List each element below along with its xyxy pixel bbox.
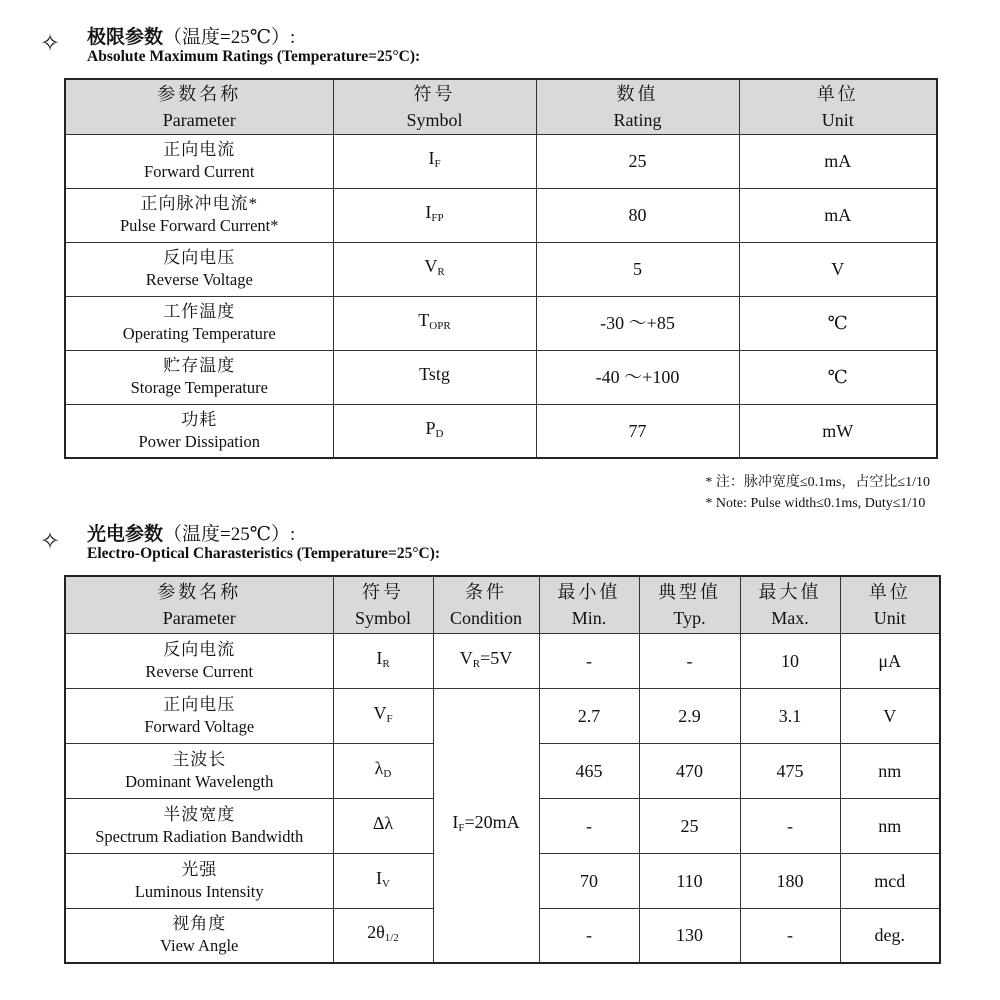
condition-cell: $V_R=5V$ xyxy=(433,633,539,688)
table-row xyxy=(65,688,940,743)
header-cell: 最小值 Min. xyxy=(539,576,639,633)
symbol-cell: $V_R$ xyxy=(333,242,536,296)
electro-optical-table xyxy=(64,575,941,964)
absolute-max-ratings-table xyxy=(64,78,938,459)
header-cell: 符号 Symbol xyxy=(333,79,536,134)
diamond-star-icon: ✧ xyxy=(40,527,61,555)
table-row xyxy=(65,404,937,458)
unit-cell: V xyxy=(739,242,937,296)
unit-cell: nm xyxy=(840,798,940,853)
param-cell: 工作温度 Operating Temperature xyxy=(65,296,333,350)
min-cell: - xyxy=(539,633,639,688)
rating-cell: 80 xyxy=(536,188,739,242)
table-row xyxy=(65,134,937,188)
table-row xyxy=(65,188,937,242)
unit-cell: μA xyxy=(840,633,940,688)
symbol-cell: $T_{OPR}$ xyxy=(333,296,536,350)
unit-cell: V xyxy=(840,688,940,743)
param-cell: 功耗 Power Dissipation xyxy=(65,404,333,458)
symbol-cell: $I_V$ xyxy=(333,853,433,908)
condition-cell-merged: $I_F=20mA$ xyxy=(433,688,539,963)
footnote xyxy=(705,472,930,514)
param-cell: 视角度 View Angle xyxy=(65,908,333,963)
unit-cell: mW xyxy=(739,404,937,458)
header-cell: 参数名称 Parameter xyxy=(65,79,333,134)
rating-cell: 5 xyxy=(536,242,739,296)
max-cell: 180 xyxy=(740,853,840,908)
rating-cell: 77 xyxy=(536,404,739,458)
table1-header-row xyxy=(65,79,937,134)
symbol-cell: $P_D$ xyxy=(333,404,536,458)
param-cell: 反向电流 Reverse Current xyxy=(65,633,333,688)
table-row xyxy=(65,296,937,350)
symbol-cell: Tstg xyxy=(333,350,536,404)
max-cell: 10 xyxy=(740,633,840,688)
header-cell: 单位 Unit xyxy=(840,576,940,633)
min-cell: 465 xyxy=(539,743,639,798)
header-cell: 符号 Symbol xyxy=(333,576,433,633)
max-cell: 3.1 xyxy=(740,688,840,743)
rating-cell: 25 xyxy=(536,134,739,188)
table-row xyxy=(65,633,940,688)
symbol-cell: $\lambda_D$ xyxy=(333,743,433,798)
table-row xyxy=(65,242,937,296)
min-cell: - xyxy=(539,798,639,853)
param-cell: 正向电压 Forward Voltage xyxy=(65,688,333,743)
rating-cell: -30 ～+85 xyxy=(536,296,739,350)
symbol-cell: Δλ xyxy=(333,798,433,853)
min-cell: 2.7 xyxy=(539,688,639,743)
min-cell: 70 xyxy=(539,853,639,908)
min-cell: - xyxy=(539,908,639,963)
param-cell: 半波宽度 Spectrum Radiation Bandwidth xyxy=(65,798,333,853)
symbol-cell: $2\theta_{1/2}$ xyxy=(333,908,433,963)
rating-cell: -40 ～+100 xyxy=(536,350,739,404)
diamond-star-icon: ✧ xyxy=(40,29,61,57)
max-cell: 475 xyxy=(740,743,840,798)
section2-title-en: Electro-Optical Charasteristics (Temperature=25°C): xyxy=(87,545,441,562)
typ-cell: 2.9 xyxy=(639,688,740,743)
param-cell: 光强 Luminous Intensity xyxy=(65,853,333,908)
symbol-cell: $I_R$ xyxy=(333,633,433,688)
header-cell: 单位 Unit xyxy=(739,79,937,134)
typ-cell: 470 xyxy=(639,743,740,798)
section1-title-zh: 极限参数（温度=25℃）: xyxy=(87,27,296,48)
footnote-en: * Note: Pulse width≤0.1ms, Duty≤1/10 xyxy=(705,496,926,511)
header-cell: 典型值 Typ. xyxy=(639,576,740,633)
header-cell: 数值 Rating xyxy=(536,79,739,134)
unit-cell: mcd xyxy=(840,853,940,908)
symbol-cell: $I_{FP}$ xyxy=(333,188,536,242)
unit-cell: ℃ xyxy=(739,296,937,350)
param-cell: 主波长 Dominant Wavelength xyxy=(65,743,333,798)
symbol-cell: $V_F$ xyxy=(333,688,433,743)
typ-cell: 130 xyxy=(639,908,740,963)
header-cell: 参数名称 Parameter xyxy=(65,576,333,633)
section1-title-en: Absolute Maximum Ratings (Temperature=25°C): xyxy=(87,48,421,65)
footnote-zh: * 注：脉冲宽度≤0.1ms，占空比≤1/10 xyxy=(705,475,930,490)
typ-cell: - xyxy=(639,633,740,688)
table2-header-row xyxy=(65,576,940,633)
unit-cell: mA xyxy=(739,188,937,242)
unit-cell: ℃ xyxy=(739,350,937,404)
param-cell: 正向电流 Forward Current xyxy=(65,134,333,188)
section2-title-zh: 光电参数（温度=25℃）: xyxy=(87,524,296,545)
header-cell: 条件 Condition xyxy=(433,576,539,633)
max-cell: - xyxy=(740,798,840,853)
typ-cell: 25 xyxy=(639,798,740,853)
header-cell: 最大值 Max. xyxy=(740,576,840,633)
param-cell: 贮存温度 Storage Temperature xyxy=(65,350,333,404)
param-cell: 反向电压 Reverse Voltage xyxy=(65,242,333,296)
max-cell: - xyxy=(740,908,840,963)
unit-cell: mA xyxy=(739,134,937,188)
unit-cell: deg. xyxy=(840,908,940,963)
typ-cell: 110 xyxy=(639,853,740,908)
unit-cell: nm xyxy=(840,743,940,798)
param-cell: 正向脉冲电流* Pulse Forward Current* xyxy=(65,188,333,242)
table-row xyxy=(65,350,937,404)
symbol-cell: $I_F$ xyxy=(333,134,536,188)
